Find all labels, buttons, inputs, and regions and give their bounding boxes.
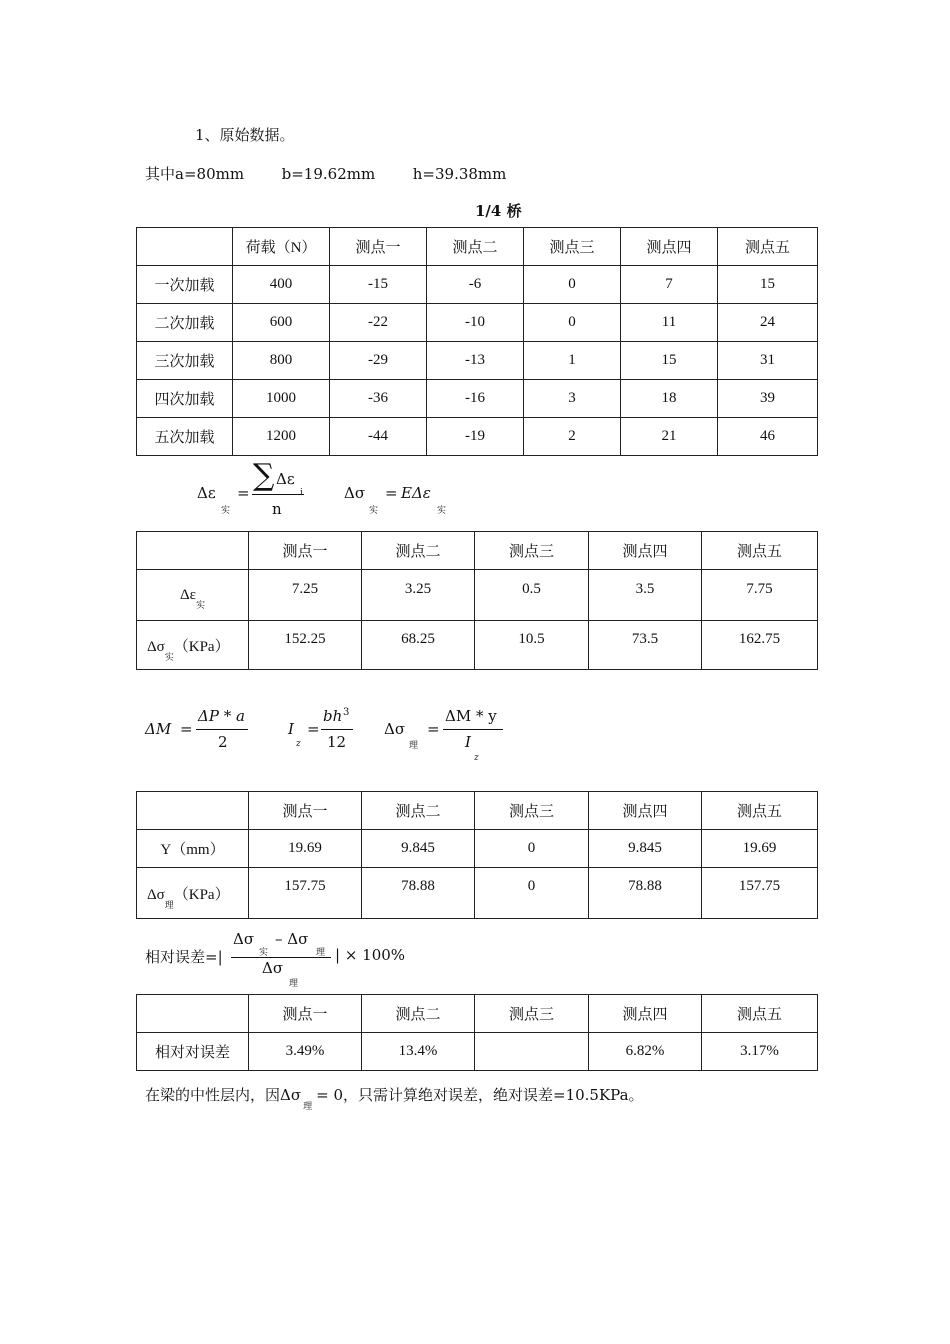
table-cell: 0: [475, 830, 589, 868]
table-header-cell: 荷载（N）: [233, 228, 330, 266]
row-label-delta-sigma: [137, 621, 249, 670]
table-cell: 78.88: [589, 868, 702, 919]
parameter-line: [145, 163, 506, 184]
subscript-z-2: z: [474, 753, 479, 763]
table-cell: -6: [427, 266, 524, 304]
conclusion-part2: ，只需计算绝对误差，绝对误差=10.5KPa。: [343, 1086, 644, 1104]
table-header-cell: 测点二: [362, 995, 475, 1033]
delta-epsilon-symbol: Δε: [197, 484, 216, 502]
equals-sign: =: [237, 484, 250, 502]
numerator-delta-sigma-shi: Δσ: [233, 930, 255, 948]
table-header-cell: 测点三: [524, 228, 621, 266]
table-cell: 9.845: [589, 830, 702, 868]
table-cell: 800: [233, 342, 330, 380]
table-cell: -13: [427, 342, 524, 380]
bridge-title: 1/4 桥: [475, 202, 522, 220]
fraction-bar-2: [321, 729, 353, 730]
relative-error-table: [136, 994, 818, 1071]
table-cell: 2: [524, 418, 621, 456]
table-row: [137, 380, 818, 418]
table-cell: 600: [233, 304, 330, 342]
table-header-cell: 测点三: [475, 532, 589, 570]
table-cell: 0: [524, 304, 621, 342]
table-cell: 10.5: [475, 621, 589, 670]
table-cell: 73.5: [589, 621, 702, 670]
subscript-z: z: [296, 739, 301, 749]
table-cell: 3.25: [362, 570, 475, 621]
delta-sigma-numerator: ΔM * y: [445, 707, 497, 725]
table-header-cell: 测点一: [249, 532, 362, 570]
delta-sigma-label: Δσ: [147, 886, 165, 903]
subscript-shi: 实: [164, 651, 174, 662]
subscript-shi-3: 实: [437, 506, 447, 516]
measured-stress-table: [136, 531, 818, 670]
table-cell: 0: [524, 266, 621, 304]
section-heading: 1、原始数据。: [195, 126, 295, 144]
table-cell: 162.75: [702, 621, 818, 670]
table-cell: 0: [475, 868, 589, 919]
table-cell: -15: [330, 266, 427, 304]
subscript-li: 理: [409, 741, 419, 751]
row-label-delta-sigma-li: [137, 868, 249, 919]
equals-sign-3: =: [427, 720, 440, 738]
equals-sign-2: =: [385, 484, 398, 502]
conclusion-delta-sigma: Δσ: [280, 1086, 302, 1104]
row-label: 四次加载: [137, 380, 233, 418]
iz-symbol: I: [288, 720, 294, 738]
fraction-bar-3: [443, 729, 503, 730]
subscript-shi: 实: [259, 948, 269, 958]
sum-symbol: ∑: [253, 458, 275, 493]
table-cell: 24: [718, 304, 818, 342]
table-row: [137, 418, 818, 456]
table-cell: 78.88: [362, 868, 475, 919]
subscript-shi: 实: [195, 599, 205, 610]
table-cell: -22: [330, 304, 427, 342]
iz-denominator: 12: [327, 733, 347, 751]
strain-reading-table: [136, 227, 818, 456]
theoretical-stress-table: [136, 791, 818, 919]
table-cell: -36: [330, 380, 427, 418]
strain-formula: [197, 458, 497, 520]
row-label-y: Y（mm）: [137, 830, 249, 868]
subscript-li: 理: [164, 899, 174, 910]
param-h: h=39.38mm: [412, 165, 507, 183]
table-cell: 19.69: [702, 830, 818, 868]
equals-sign-2: =: [307, 720, 320, 738]
subscript-li-2: 理: [289, 979, 299, 989]
table-cell: -19: [427, 418, 524, 456]
table-cell: 3.17%: [702, 1033, 818, 1071]
table-cell: -16: [427, 380, 524, 418]
subscript-li: 理: [316, 948, 326, 958]
table-cell: 68.25: [362, 621, 475, 670]
table-header-cell: [137, 228, 233, 266]
table-cell: 15: [621, 342, 718, 380]
table-header-cell: 测点一: [330, 228, 427, 266]
relative-error-prefix: 相对误差=|: [145, 948, 223, 966]
row-label: 三次加载: [137, 342, 233, 380]
row-label-delta-epsilon: [137, 570, 249, 621]
subscript-shi: 实: [221, 506, 231, 516]
delta-sigma-symbol: Δσ: [384, 720, 406, 738]
table-cell: 157.75: [249, 868, 362, 919]
row-label: 二次加载: [137, 304, 233, 342]
table-cell: 13.4%: [362, 1033, 475, 1071]
table-cell: 9.845: [362, 830, 475, 868]
delta-m-denominator: 2: [218, 733, 228, 751]
table-row: [137, 304, 818, 342]
delta-m-numerator: ΔP * a: [198, 707, 245, 725]
table-cell: 18: [621, 380, 718, 418]
table-cell: 1000: [233, 380, 330, 418]
numerator-minus-delta-sigma: – Δσ: [275, 930, 309, 948]
table-cell: -44: [330, 418, 427, 456]
table-cell: 7.75: [702, 570, 818, 621]
table-cell: 21: [621, 418, 718, 456]
delta-epsilon-label: Δε: [180, 586, 196, 603]
table-cell: 157.75: [702, 868, 818, 919]
table-header-cell: 测点一: [249, 995, 362, 1033]
table-cell: 1200: [233, 418, 330, 456]
row-label-relative-error: 相对对误差: [137, 1033, 249, 1071]
relative-error-suffix: | × 100%: [335, 946, 406, 964]
subscript-i: i: [300, 488, 303, 498]
table-cell: 3.5: [589, 570, 702, 621]
delta-sigma-symbol: Δσ: [344, 484, 366, 502]
table-header-cell: 测点一: [249, 792, 362, 830]
table-header-cell: 测点二: [362, 532, 475, 570]
table-header-cell: 测点五: [702, 995, 818, 1033]
conclusion-line: [145, 1084, 644, 1112]
delta-sigma-label: Δσ: [147, 638, 165, 655]
unit-kpa: （KPa）: [173, 638, 230, 655]
table-cell: 46: [718, 418, 818, 456]
table-row: [137, 342, 818, 380]
conclusion-part1: 在梁的中性层内，因: [145, 1086, 281, 1104]
table-header-cell: 测点五: [718, 228, 818, 266]
unit-kpa: （KPa）: [173, 886, 230, 903]
delta-m-symbol: ΔM: [145, 720, 172, 738]
e-delta-epsilon: EΔε: [401, 484, 431, 502]
table-header-cell: 测点三: [475, 995, 589, 1033]
table-header-cell: [137, 995, 249, 1033]
table-cell: 11: [621, 304, 718, 342]
table-cell: 6.82%: [589, 1033, 702, 1071]
subscript-shi-2: 实: [369, 506, 379, 516]
table-cell: 15: [718, 266, 818, 304]
conclusion-equals-zero: = 0: [316, 1086, 343, 1104]
denominator-delta-sigma: Δσ: [262, 959, 284, 977]
param-b: b=19.62mm: [281, 165, 376, 183]
table-cell: 39: [718, 380, 818, 418]
table-cell: [475, 1033, 589, 1071]
sum-term: Δε: [276, 470, 295, 488]
table-header-cell: 测点四: [589, 532, 702, 570]
table-cell: 152.25: [249, 621, 362, 670]
table-cell: 31: [718, 342, 818, 380]
table-cell: 400: [233, 266, 330, 304]
row-label: 一次加载: [137, 266, 233, 304]
table-header-cell: [137, 532, 249, 570]
table-cell: 19.69: [249, 830, 362, 868]
equals-sign: =: [180, 720, 193, 738]
delta-sigma-denominator: I: [465, 733, 471, 751]
denominator-n: n: [272, 500, 282, 518]
table-cell: -10: [427, 304, 524, 342]
table-cell: 7: [621, 266, 718, 304]
fraction-bar-1: [196, 729, 248, 730]
superscript-3: 3: [343, 707, 350, 718]
table-header-cell: 测点二: [362, 792, 475, 830]
table-header-cell: 测点三: [475, 792, 589, 830]
fraction-bar: [231, 957, 331, 958]
table-header-cell: 测点四: [621, 228, 718, 266]
param-a: a=80mm: [175, 165, 245, 183]
theory-formulas: [145, 703, 545, 767]
iz-numerator: bh: [323, 707, 343, 725]
table-cell: 3: [524, 380, 621, 418]
table-header-cell: 测点四: [589, 792, 702, 830]
table-cell: -29: [330, 342, 427, 380]
table-header-cell: 测点二: [427, 228, 524, 266]
table-cell: 1: [524, 342, 621, 380]
table-row: [137, 266, 818, 304]
table-header-cell: 测点五: [702, 792, 818, 830]
row-label: 五次加载: [137, 418, 233, 456]
param-prefix: 其中: [145, 165, 176, 183]
table-cell: 3.49%: [249, 1033, 362, 1071]
table-cell: 0.5: [475, 570, 589, 621]
conclusion-subscript-li: 理: [303, 1102, 313, 1112]
table-header-cell: [137, 792, 249, 830]
table-header-cell: 测点四: [589, 995, 702, 1033]
fraction-bar: [252, 494, 304, 495]
relative-error-formula: [145, 925, 565, 989]
table-cell: 7.25: [249, 570, 362, 621]
table-header-cell: 测点五: [702, 532, 818, 570]
